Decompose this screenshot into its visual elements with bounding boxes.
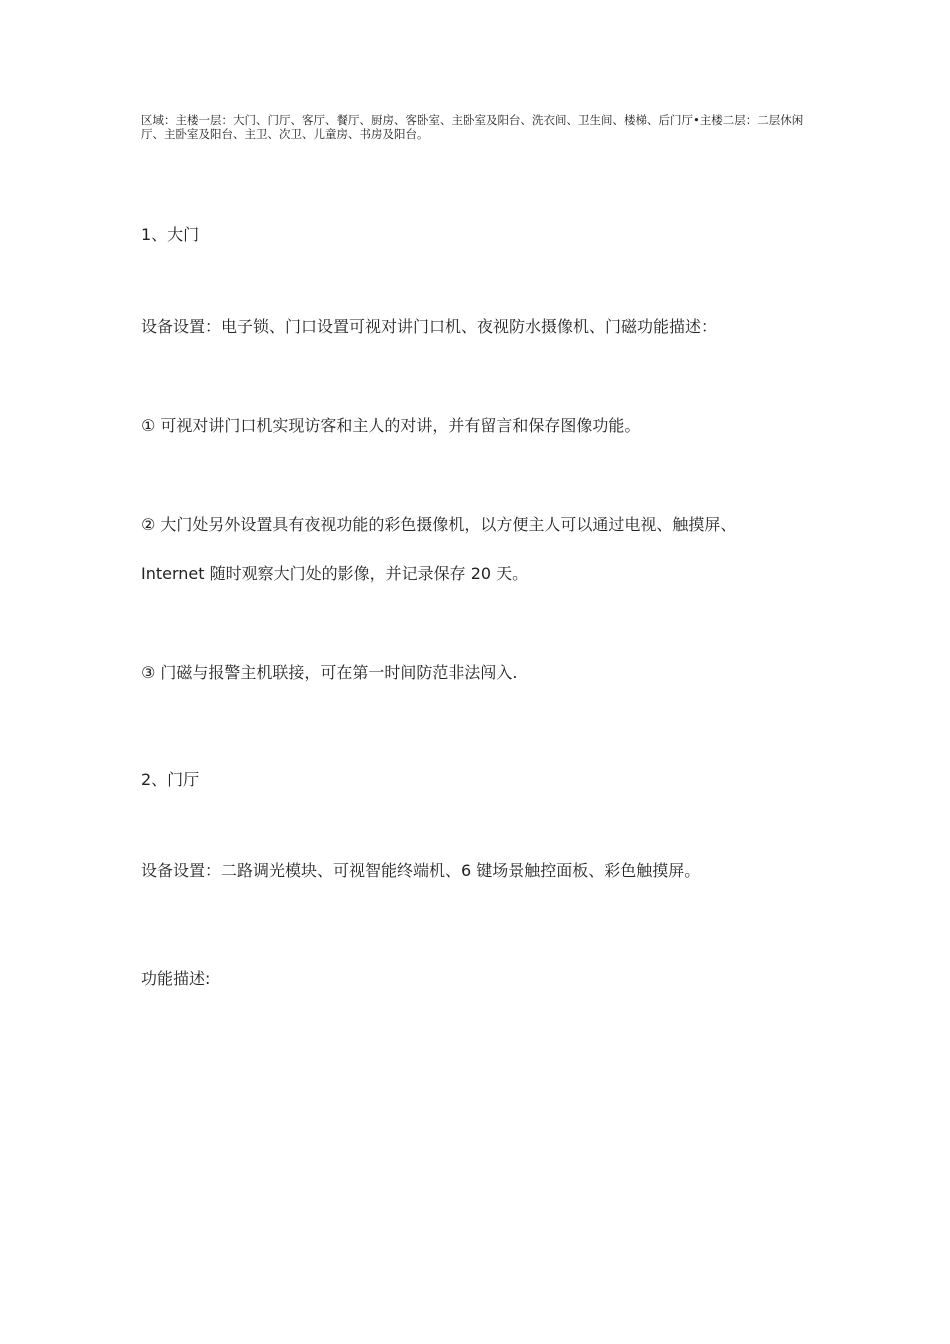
intro-paragraph: 区域：主楼一层：大门、门厅、客厅、餐厅、厨房、客卧室、主卧室及阳台、洗衣间、卫生间、楼梯、后门厅•主楼二层：二层休闲厅、主卧室及阳台、主卫、次卫、儿童房、书房及阳台。 (141, 113, 804, 141)
gate-item-2-line-1: ② 大门处另外设置具有夜视功能的彩色摄像机，以方便主人可以通过电视、触摸屏、 (141, 515, 737, 534)
section-heading-foyer: 2、门厅 (141, 770, 200, 789)
foyer-equipment-text: 设备设置：二路调光模块、可视智能终端机、6 键场景触控面板、彩色触摸屏。 (141, 861, 701, 880)
gate-item-2-line-2: Internet 随时观察大门处的影像，并记录保存 20 天。 (141, 564, 529, 583)
gate-item-3: ③ 门磁与报警主机联接，可在第一时间防范非法闯入. (141, 663, 518, 682)
foyer-function-label: 功能描述: (141, 969, 211, 988)
gate-item-1: ① 可视对讲门口机实现访客和主人的对讲，并有留言和保存图像功能。 (141, 416, 641, 435)
section-heading-gate: 1、大门 (141, 225, 200, 244)
gate-equipment-text: 设备设置：电子锁、门口设置可视对讲门口机、夜视防水摄像机、门磁功能描述： (141, 317, 718, 336)
